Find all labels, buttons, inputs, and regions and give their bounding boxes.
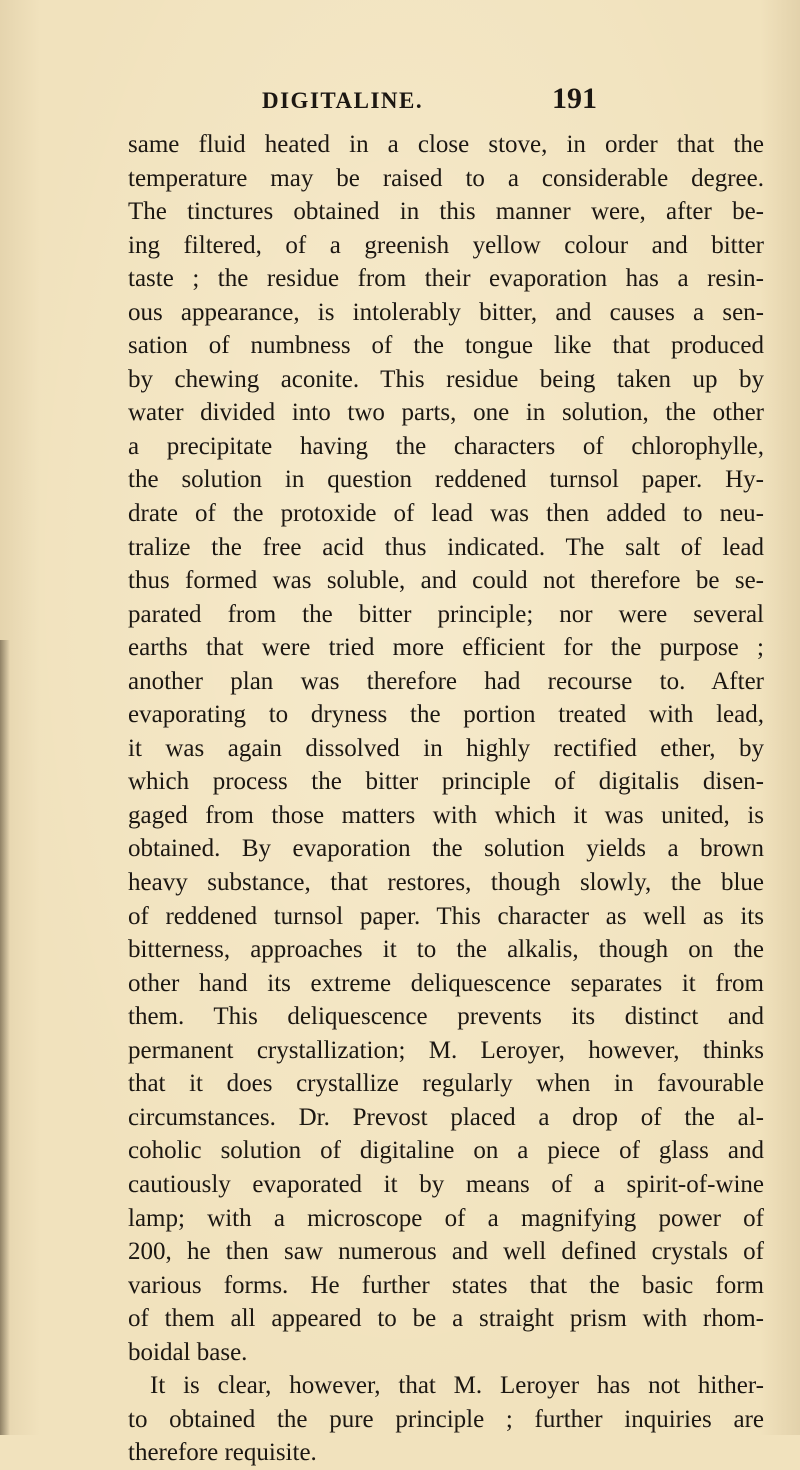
text-line: water divided into two parts, one in solution, the other [128,399,764,427]
text-line: drate of the protoxide of lead was then added to neu- [128,500,764,528]
paragraph-end-line: therefore requisite. [128,1439,317,1467]
text-line: ing filtered, of a greenish yellow colour and bitter [128,231,764,259]
text-line: coholic solution of digitaline on a piece of glass and [128,1137,764,1165]
text-line: various forms. He further states that the basic form [128,1271,764,1299]
text-line: permanent crystallization; M. Leroyer, however, thinks [128,1036,764,1064]
page-number: 191 [552,82,597,115]
text-line: sation of numbness of the tongue like that produced [128,332,764,360]
running-title: DIGITALINE. [262,88,424,113]
text-line: them. This deliquescence prevents its distinct and [128,1003,764,1031]
text-line: evaporating to dryness the portion treated with lead, [128,701,764,729]
binding-edge-shadow [0,640,10,1435]
text-line: lamp; with a microscope of a magnifying power of [128,1204,764,1232]
body-text [128,128,764,1470]
text-line: same fluid heated in a close stove, in order that the [128,131,764,158]
text-line: thus formed was soluble, and could not therefore be se- [128,567,764,595]
text-line: tralize the free acid thus indicated. The salt of lead [128,533,764,561]
text-line: 200, he then saw numerous and well defined crystals of [128,1238,764,1266]
text-line: ous appearance, is intolerably bitter, and causes a sen- [128,298,764,326]
text-line: parated from the bitter principle; nor were several [128,600,764,628]
paragraph-start-line: It is clear, however, that M. Leroyer has not hither- [150,1372,764,1400]
text-line: by chewing aconite. This residue being taken up by [128,365,764,393]
text-line: another plan was therefore had recourse to. After [128,667,764,695]
text-line: heavy substance, that restores, though slowly, the blue [128,869,764,897]
text-line: of them all appeared to be a straight prism with rhom- [128,1305,764,1333]
text-line: it was again dissolved in highly rectified ether, by [128,734,764,762]
text-line: The tinctures obtained in this manner were, after be- [128,198,764,226]
text-line: the solution in question reddened turnsol paper. Hy- [128,466,764,494]
text-line: bitterness, approaches it to the alkalis, though on the [128,936,764,964]
text-line: to obtained the pure principle ; further inquiries are [128,1405,764,1433]
text-line: cautiously evaporated it by means of a spirit-of-wine [128,1170,764,1198]
text-line: other hand its extreme deliquescence separates it from [128,969,764,997]
text-line: obtained. By evaporation the solution yields a brown [128,835,764,863]
running-head [0,82,800,118]
text-line: gaged from those matters with which it was united, is [128,801,764,829]
text-line: taste ; the residue from their evaporation has a resin- [128,265,764,293]
text-line: a precipitate having the characters of chlorophylle, [128,432,764,460]
text-line: of reddened turnsol paper. This character as well as its [128,902,764,930]
text-line: temperature may be raised to a considerable degree. [128,164,764,192]
paragraph-end-line: boidal base. [128,1338,248,1366]
text-line: earths that were tried more efficient for the purpose ; [128,634,764,662]
text-line: circumstances. Dr. Prevost placed a drop of the al- [128,1103,764,1131]
text-line: which process the bitter principle of digitalis disen- [128,768,764,796]
text-line: that it does crystallize regularly when in favourable [128,1070,764,1098]
